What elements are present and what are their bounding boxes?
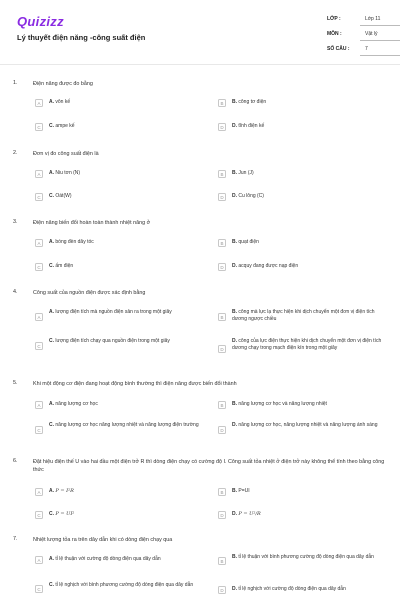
option-prefix: B. bbox=[232, 488, 237, 494]
option-letter-badge: D bbox=[218, 345, 226, 353]
option-prefix: A. bbox=[49, 401, 54, 407]
option-prefix: C. bbox=[49, 422, 54, 428]
option-text: công tơ điện bbox=[238, 99, 267, 105]
option-letter-badge: B bbox=[218, 488, 226, 496]
meta-class-label: LỚP : bbox=[327, 16, 341, 22]
option-text: acquy đang được nạp điện bbox=[238, 263, 299, 269]
option-text: lượng điện tích chạy qua nguồn điện trong một giây bbox=[55, 338, 170, 344]
question-text: Khi một động cơ điện đang hoạt động bình thường thì điện năng được biến đổi thành bbox=[33, 381, 237, 387]
option-text: năng lượng cơ học, năng lượng nhiệt và năng lượng ánh sáng bbox=[238, 422, 378, 428]
option-text: tỉ lệ thuận với cường độ dòng điện qua dây dẫn bbox=[55, 556, 161, 562]
option-prefix: B. bbox=[232, 239, 237, 245]
option-text: Jun (J) bbox=[238, 170, 254, 176]
option-letter-badge: C bbox=[35, 123, 43, 131]
option-letter-badge: C bbox=[35, 511, 43, 519]
option-text: năng lượng cơ học năng lượng nhiệt và năng lượng điện trường bbox=[55, 422, 199, 428]
option-text: Oát(W) bbox=[55, 193, 72, 199]
option-letter-badge: C bbox=[35, 193, 43, 201]
meta-class-underline bbox=[360, 25, 400, 26]
option-prefix: B. bbox=[232, 401, 237, 407]
option-prefix: C. bbox=[49, 193, 54, 199]
question-number: 2. bbox=[13, 150, 18, 156]
option-letter-badge: D bbox=[218, 511, 226, 519]
question-text: Điện năng được đo bằng bbox=[33, 81, 93, 87]
option-text: lượng điện tích mà nguồn điện sản ra trong một giây bbox=[55, 309, 172, 315]
question-number: 4. bbox=[13, 289, 18, 295]
option-letter-badge: A bbox=[35, 170, 43, 178]
option-prefix: D. bbox=[232, 263, 237, 269]
option-prefix: C. bbox=[49, 338, 54, 344]
meta-count-underline bbox=[360, 55, 400, 56]
option-letter-badge: B bbox=[218, 313, 226, 321]
option-text: Cu lông (C) bbox=[238, 193, 264, 199]
question-number: 7. bbox=[13, 536, 18, 542]
formula-text: P = I²R bbox=[55, 488, 74, 494]
option-prefix: A. bbox=[49, 239, 54, 245]
option-letter-badge: A bbox=[35, 401, 43, 409]
meta-subject-underline bbox=[360, 40, 400, 41]
option-prefix: B. bbox=[232, 554, 237, 560]
option-prefix: D. bbox=[232, 338, 237, 344]
option-text: công mà lực lạ thực hiện khi dịch chuyển một đơn vị điện tích dương ngược chiều bbox=[232, 309, 375, 322]
meta-count-value: 7 bbox=[365, 46, 368, 52]
option-letter-badge: D bbox=[218, 263, 226, 271]
option-text: năng lượng cơ học và năng lượng nhiệt bbox=[238, 401, 327, 407]
option-prefix: C. bbox=[49, 123, 54, 129]
meta-class-value: Lớp 11 bbox=[365, 16, 381, 22]
option-text: P=UI bbox=[238, 488, 250, 494]
question-text: Công suất của nguồn điện được xác định bằng bbox=[33, 290, 146, 296]
option-prefix: D. bbox=[232, 586, 237, 592]
option-prefix: B. bbox=[232, 309, 237, 315]
option-prefix: A. bbox=[49, 170, 54, 176]
option-prefix: B. bbox=[232, 170, 237, 176]
formula-text: P = UI² bbox=[55, 511, 75, 517]
option-letter-badge: C bbox=[35, 342, 43, 350]
option-text: công của lực điện thực hiện khi dịch chuyển một đơn vị điện tích dương chạy trong mạch điện kín trong một giây bbox=[232, 338, 382, 351]
option-letter-badge: C bbox=[35, 263, 43, 271]
option-letter-badge: B bbox=[218, 557, 226, 565]
option-letter-badge: A bbox=[35, 99, 43, 107]
option-prefix: A. bbox=[49, 99, 54, 105]
option-letter-badge: A bbox=[35, 556, 43, 564]
worksheet-title: Lý thuyết điện năng -công suất điện bbox=[17, 33, 146, 42]
option-text: tỉ lệ nghịch với cường độ dòng điện qua dây dẫn bbox=[238, 586, 346, 592]
option-text: vôn kế bbox=[55, 99, 71, 105]
option-text: tĩnh điện kế bbox=[238, 123, 265, 129]
question-number: 6. bbox=[13, 458, 18, 464]
option-prefix: C. bbox=[49, 582, 54, 588]
meta-subject-label: MÔN : bbox=[327, 31, 342, 37]
option-text: tỉ lệ thuận với bình phương cường độ dòng điện qua dây dẫn bbox=[238, 554, 374, 560]
option-prefix: A. bbox=[49, 556, 54, 562]
quizizz-logo: Quizizz bbox=[17, 14, 64, 29]
header-divider bbox=[0, 64, 400, 65]
question-text: Đặt hiệu điện thế U vào hai đầu một điện trở R thì dòng điện chạy có cường độ I. Công suất tỏa nhiệt ở điện trở này không thể tính theo bằng công thức bbox=[33, 459, 385, 473]
question-text: Đơn vị đo công suất điện là bbox=[33, 151, 99, 157]
option-prefix: D. bbox=[232, 123, 237, 129]
question-number: 1. bbox=[13, 80, 18, 86]
option-letter-badge: D bbox=[218, 586, 226, 594]
question-text: Nhiệt lượng tỏa ra trên dây dẫn khi có dòng điện chạy qua bbox=[33, 537, 173, 543]
option-letter-badge: B bbox=[218, 401, 226, 409]
option-letter-badge: A bbox=[35, 488, 43, 496]
option-letter-badge: A bbox=[35, 313, 43, 321]
option-letter-badge: B bbox=[218, 239, 226, 247]
option-prefix: D. bbox=[232, 422, 237, 428]
option-text: bóng đèn dây tóc bbox=[55, 239, 94, 245]
option-prefix: A. bbox=[49, 488, 54, 494]
option-letter-badge: D bbox=[218, 193, 226, 201]
option-letter-badge: C bbox=[35, 426, 43, 434]
option-letter-badge: B bbox=[218, 99, 226, 107]
option-text: ampe kế bbox=[55, 123, 75, 129]
option-text: tỉ lệ nghịch với bình phương cường độ dòng điện qua dây dẫn bbox=[55, 582, 194, 588]
option-prefix: D. bbox=[232, 511, 237, 517]
option-prefix: D. bbox=[232, 193, 237, 199]
option-prefix: A. bbox=[49, 309, 54, 315]
option-letter-badge: D bbox=[218, 426, 226, 434]
option-prefix: B. bbox=[232, 99, 237, 105]
question-number: 3. bbox=[13, 219, 18, 225]
option-letter-badge: A bbox=[35, 239, 43, 247]
formula-text: P = U²/R bbox=[238, 511, 261, 517]
meta-subject-value: Vật lý bbox=[365, 31, 378, 37]
option-text: Niu tơn (N) bbox=[55, 170, 81, 176]
option-letter-badge: D bbox=[218, 123, 226, 131]
option-text: ấm điện bbox=[55, 263, 74, 269]
option-prefix: C. bbox=[49, 263, 54, 269]
option-text: năng lượng cơ học bbox=[55, 401, 98, 407]
question-text: Điện năng biến đổi hoàn toàn thành nhiệt năng ở bbox=[33, 220, 151, 226]
option-text: quạt điện bbox=[238, 239, 259, 245]
option-letter-badge: C bbox=[35, 585, 43, 593]
meta-count-label: SỐ CÂU : bbox=[327, 46, 350, 52]
option-prefix: C. bbox=[49, 511, 54, 517]
option-letter-badge: B bbox=[218, 170, 226, 178]
question-number: 5. bbox=[13, 380, 18, 386]
